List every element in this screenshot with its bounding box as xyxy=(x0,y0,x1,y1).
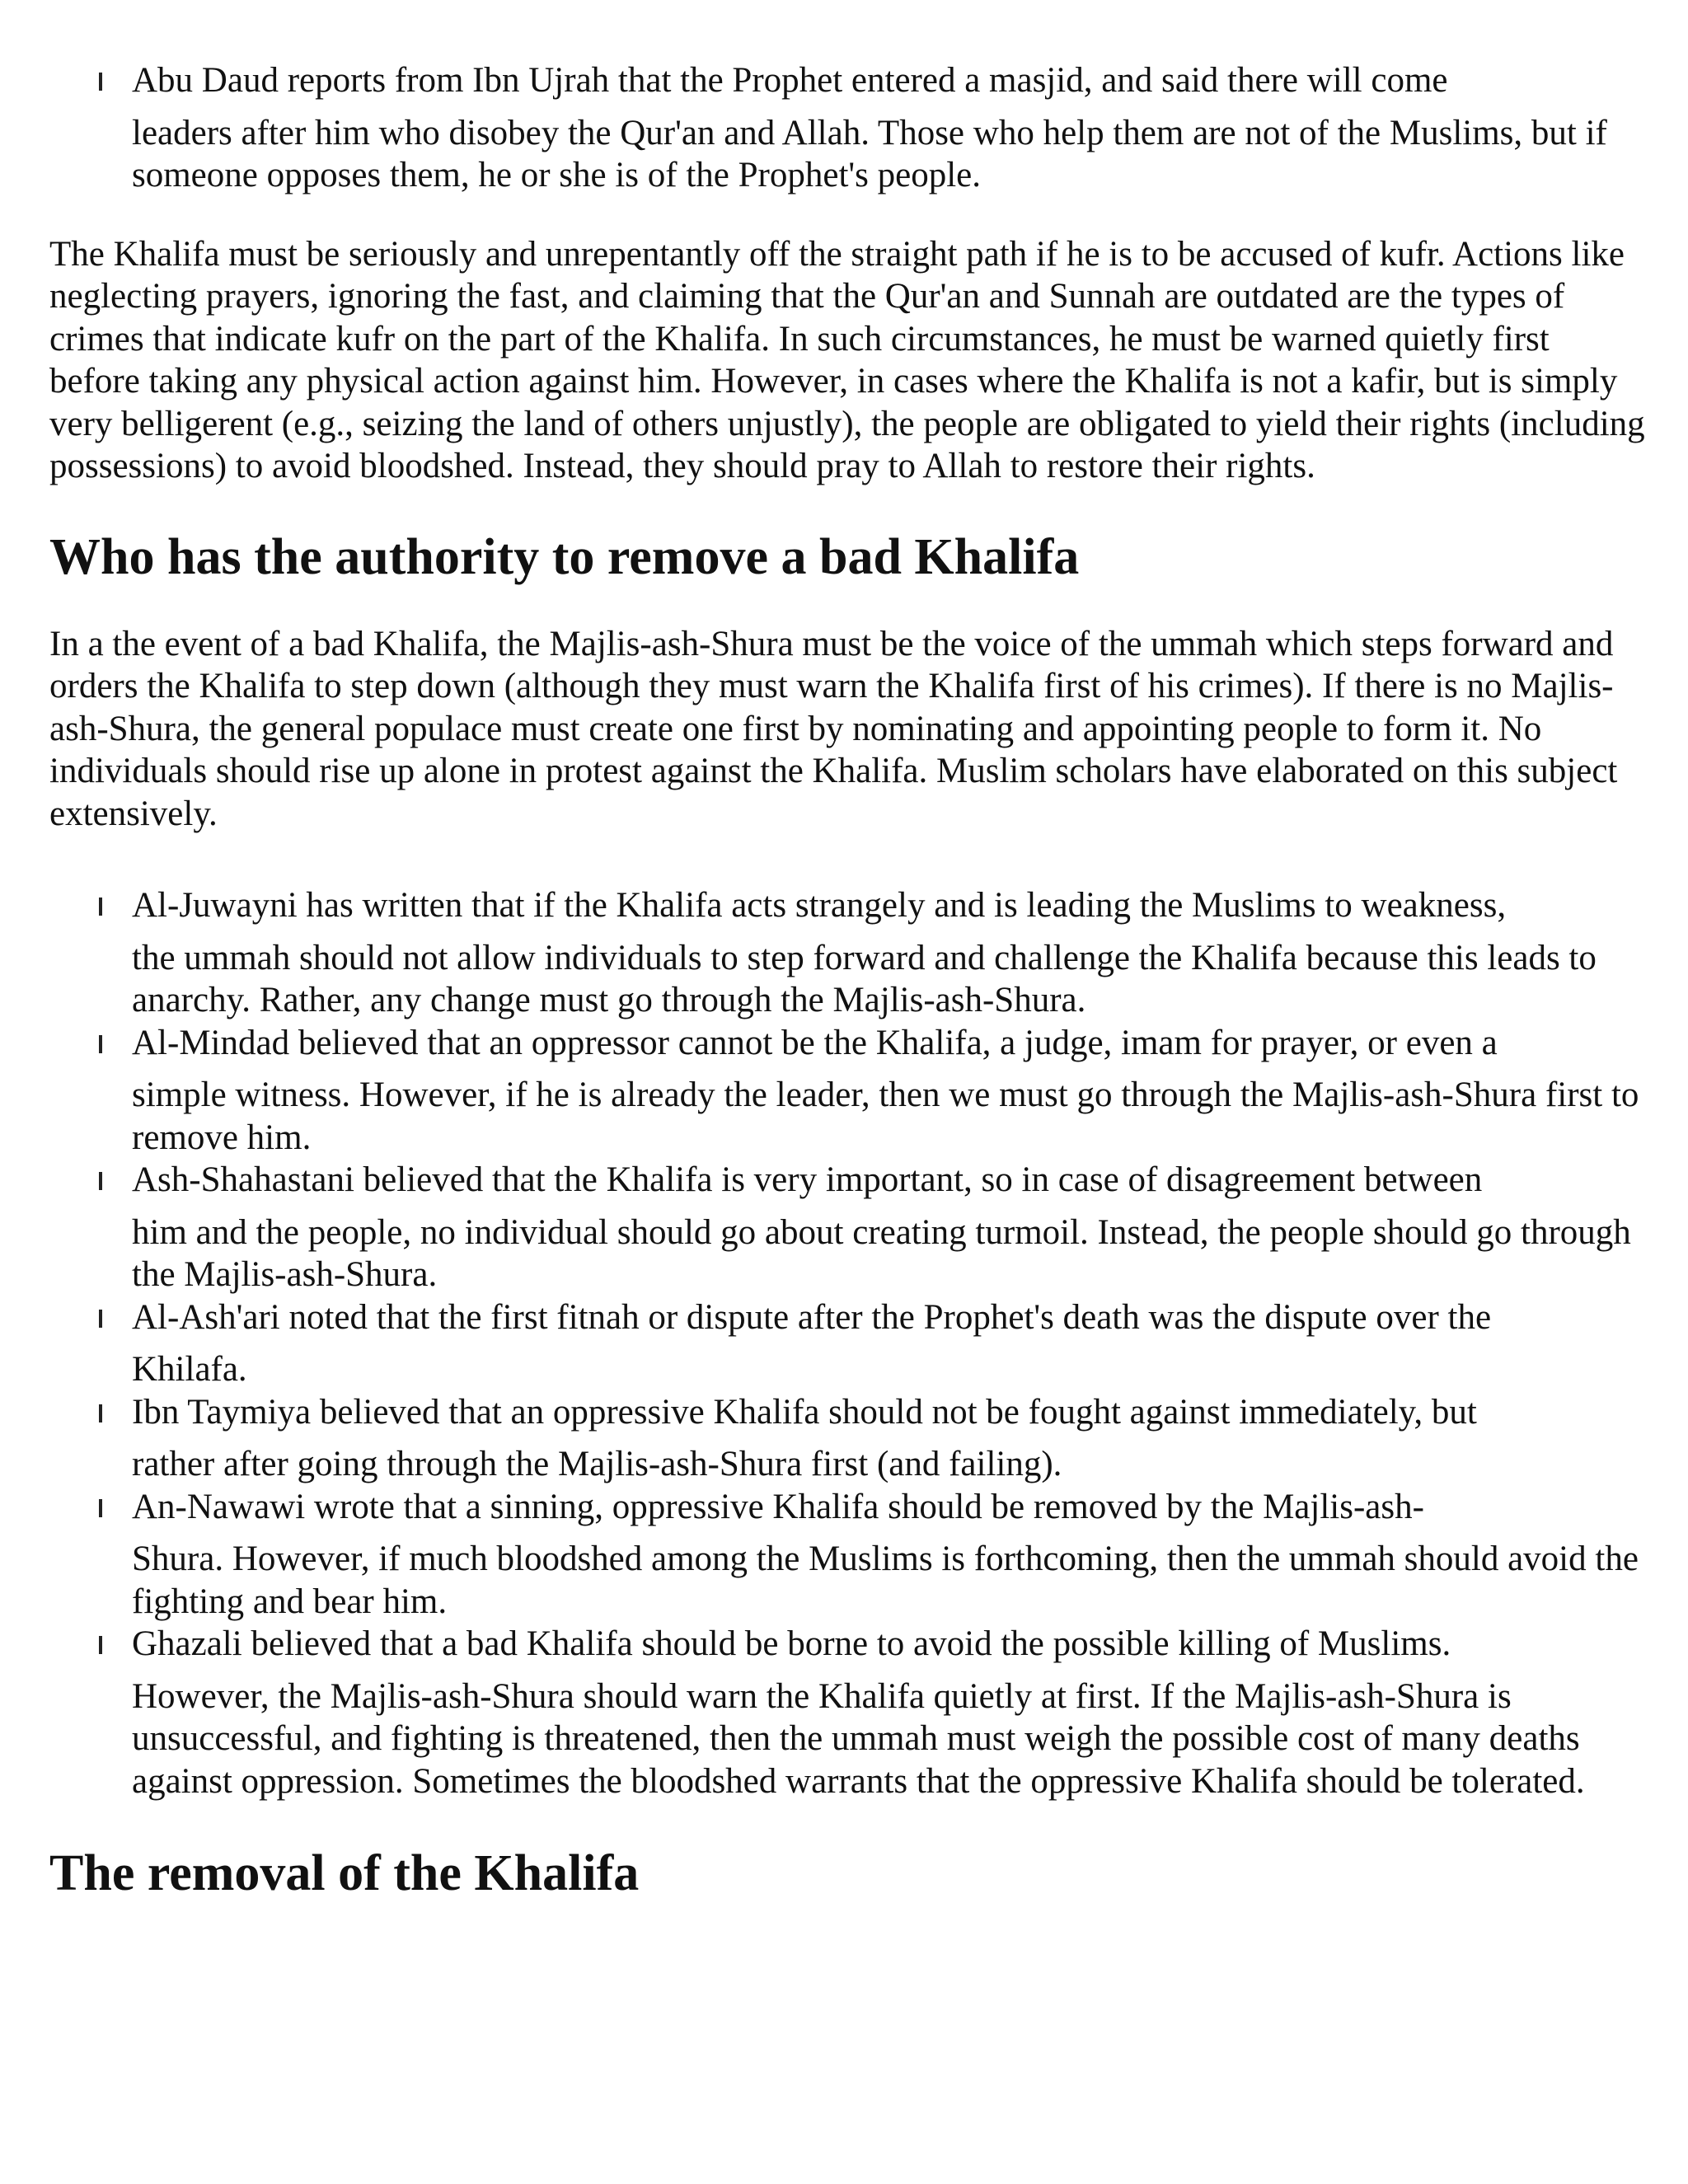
paragraph-kufr: The Khalifa must be seriously and unrepentantly off the straight path if he is to be accused of kufr. Actions like neglecting prayers, ignoring the fast, and claiming that the Qur'an and Sunnah are outdated are the types of crimes that indicate kufr on the part of the Khalifa. In such circumstances, he must be warned quietly first before taking any physical action against him. However, in cases where the Khalifa is not a kafir, but is simply very belligerent (e.g., seizing the land of others unjustly), the people are obligated to yield their rights (including possessions) to avoid bloodshed. Instead, they should pray to Allah to restore their rights. xyxy=(49,234,1645,485)
scholars-bullet-list xyxy=(49,884,1648,1802)
list-item-first-line: Ibn Taymiya believed that an oppressive Khalifa should not be fought against immediately, but xyxy=(132,1392,1477,1432)
list-item-first-line: Al-Ash'ari noted that the first fitnah or dispute after the Prophet's death was the dispute over the xyxy=(132,1297,1492,1337)
list-item xyxy=(49,1296,1648,1391)
paragraph-majlis: In a the event of a bad Khalifa, the Majlis-ash-Shura must be the voice of the ummah which steps forward and orders the Khalifa to step down (although they must warn the Khalifa first of his crimes). If there is no Majlis-ash-Shura, the general populace must create one first by nominating and appointing people to form it. No individuals should rise up alone in protest against the Khalifa. Muslim scholars have elaborated on this subject extensively. xyxy=(49,624,1618,833)
list-item xyxy=(49,1391,1648,1486)
list-item-first-line: An-Nawawi wrote that a sinning, oppressive Khalifa should be removed by the Majlis-ash- xyxy=(132,1487,1424,1526)
top-bullet-list xyxy=(49,59,1648,197)
list-item-rest: rather after going through the Majlis-ash-Shura first (and failing). xyxy=(132,1445,1062,1483)
list-item xyxy=(49,884,1648,1022)
bullet-marker xyxy=(99,1035,102,1053)
list-item-rest: Khilafa. xyxy=(132,1350,247,1389)
document-page xyxy=(49,59,1648,1903)
section-heading-authority: Who has the authority to remove a bad Khalifa xyxy=(49,528,1080,585)
list-item-first-line: Abu Daud reports from Ibn Ujrah that the Prophet entered a masjid, and said there will come xyxy=(132,61,1448,100)
list-item-first-line: Al-Juwayni has written that if the Khalifa acts strangely and is leading the Muslims to weakness, xyxy=(132,886,1507,925)
list-item-first-line: Ghazali believed that a bad Khalifa should be borne to avoid the possible killing of Muslims. xyxy=(132,1624,1451,1663)
list-item xyxy=(49,1022,1648,1160)
bullet-marker xyxy=(99,73,102,91)
list-item-first-line: Al-Mindad believed that an oppressor cannot be the Khalifa, a judge, imam for prayer, or even a xyxy=(132,1023,1498,1062)
bullet-marker xyxy=(99,898,102,916)
bullet-marker xyxy=(99,1172,102,1190)
list-item-rest: him and the people, no individual should go about creating turmoil. Instead, the people should go through the Majlis-ash-Shura. xyxy=(132,1212,1631,1294)
section-heading-removal: The removal of the Khalifa xyxy=(49,1845,640,1901)
list-item xyxy=(49,59,1648,197)
list-item-first-line: Ash-Shahastani believed that the Khalifa is very important, so in case of disagreement between xyxy=(132,1160,1483,1199)
list-item-rest: Shura. However, if much bloodshed among the Muslims is forthcoming, then the ummah should avoid the fighting and bear him. xyxy=(132,1540,1639,1621)
list-item-rest: leaders after him who disobey the Qur'an and Allah. Those who help them are not of the Muslims, but if someone opposes them, he or she is of the Prophet's people. xyxy=(132,113,1607,194)
list-item-rest: the ummah should not allow individuals to step forward and challenge the Khalifa because this leads to anarchy. Rather, any change must go through the Majlis-ash-Shura. xyxy=(132,938,1597,1019)
list-item xyxy=(49,1623,1648,1802)
bullet-marker xyxy=(99,1404,102,1422)
list-item xyxy=(49,1486,1648,1624)
list-item-rest: simple witness. However, if he is already the leader, then we must go through the Majlis-ash-Shura first to remove him. xyxy=(132,1076,1639,1157)
bullet-marker xyxy=(99,1310,102,1328)
bullet-marker xyxy=(99,1636,102,1654)
list-item xyxy=(49,1159,1648,1296)
list-item-rest: However, the Majlis-ash-Shura should warn the Khalifa quietly at first. If the Majlis-ash-Shura is unsuccessful, and fighting is threatened, then the ummah must weigh the possible cost of many deaths against oppression. Sometimes the bloodshed warrants that the oppressive Khalifa should be tolerated. xyxy=(132,1676,1585,1801)
bullet-marker xyxy=(99,1499,102,1517)
